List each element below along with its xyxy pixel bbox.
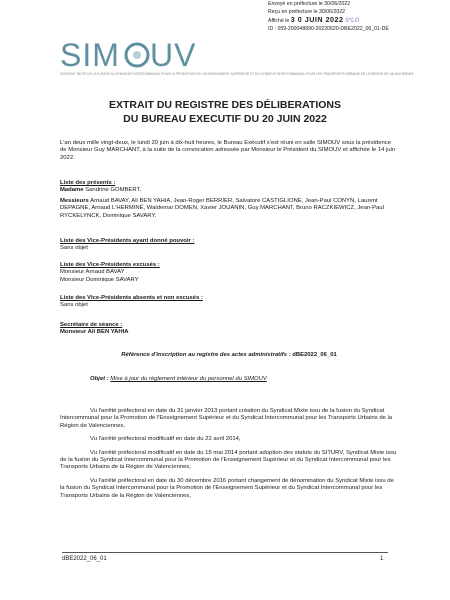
vu-paragraph: Vu l'arrêté préfectoral modificatif en date du 22 avril 2014, [90, 436, 241, 443]
presents-heading: Liste des présents : [60, 180, 116, 186]
excuses-section [60, 262, 398, 284]
vu-paragraph: Vu l'arrêté préfectoral modificatif en date du 15 mai 2014 portant adoption des statuts du SITURV, Syndicat Mixte issu de la fusion du Syndicat Intercommunal pour la Promotion de l'Enseignement Supérieur et du Syndicat Intercommunal pour les Transports Urbains de la Région de Valenciennes, [60, 449, 397, 471]
vu-paragraph: Vu l'arrêté préfectoral en date du 31 janvier 2013 portant création du Syndicat Mixte issu de la fusion du Syndicat Intercommunal pour la Promotion de l'Enseignement Supérieur et du Syndicat Intercommunal pour les Transports Urbains de la Région de Valenciennes, [60, 408, 393, 429]
excuses-item: Monsieur Arnaud BAVAY [60, 269, 125, 276]
secretaire-value: Monsieur Ali BEN YAHIA [60, 329, 129, 336]
objet-value: Mise à jour du règlement intérieur du personnel du SIMOUV [110, 376, 267, 382]
secretaire-heading: Secrétaire de séance : [60, 322, 123, 328]
reference-label: Référence d'inscription au registre des actes administratifs : [121, 352, 291, 358]
document-title [60, 98, 390, 126]
madame-names: Sandrine GOMBERT. [85, 187, 142, 194]
absents-value: Sans objet [60, 302, 88, 309]
vu-paragraph: Vu l'arrêté préfectoral en date du 30 décembre 2016 portant changement de dénomination du Syndicat Mixte issu de la fusion du Syndicat Intercommunal pour la Promotion de l'Enseignement Supérieur et du Syndicat Intercommunal pour les Transports Urbains de la Région de Valenciennes, [60, 477, 394, 499]
intro-paragraph [60, 140, 398, 162]
stamp-slo-mark: S²LO [345, 18, 360, 24]
svg-text:UV: UV [150, 37, 197, 73]
logo-subtitle: SYNDICAT MIXTE DE LA FUSION DU SYNDICAT INTERCOMMUNAL POUR LA PROMOTION DE L'ENSEIGNEMENT SUPÉRIEUR ET DU SYNDICAT INTERCOMMUNAL POUR LES TRANSPORTS URBAINS DE LA RÉGION DE VALENCIENNES [60, 72, 414, 76]
reference-value: dBE2022_06_01 [292, 352, 337, 358]
presents-messieurs [60, 198, 398, 220]
objet-label: Objet : [90, 376, 109, 382]
presents-madame [60, 187, 398, 194]
messieurs-label: Messieurs [60, 197, 89, 204]
stamp-posted-prefix: Affiché le [268, 18, 290, 24]
reference-line [60, 352, 398, 359]
transmission-stamp [268, 0, 438, 34]
excuses-heading: Liste des Vice-Présidents excusés : [60, 262, 160, 268]
excuses-item: Monsieur Dominique SAVARY [60, 276, 139, 283]
objet-line [60, 376, 398, 383]
absents-section [60, 295, 398, 310]
stamp-received-line: Reçu en préfecture le 30/06/2022 [268, 9, 346, 15]
pouvoir-value: Sans objet [60, 245, 88, 252]
secretaire-section [60, 322, 398, 337]
title-line-1: EXTRAIT DU REGISTRE DES DÉLIBERATIONS [109, 99, 341, 111]
title-line-2: DU BUREAU EXECUTIF DU 20 JUIN 2022 [123, 113, 327, 125]
intro-text: L'an deux mille vingt-deux, le lundi 20 juin à dix-huit heures, le Bureau Exécutif s'est réuni en salle SIMOUV sous la présidence de Monsieur Guy MARCHANT, à la suite de la convocation adressée par Monsieur le Président du SIMOUV et affichée le 14 juin 2022. [60, 140, 396, 161]
madame-label: Madame [60, 187, 84, 194]
stamp-sent-line: Envoyé en préfecture le 30/06/2022 [268, 1, 351, 7]
page-number: 1 [380, 556, 384, 562]
presents-section [60, 180, 398, 220]
footer-divider [62, 552, 388, 553]
pouvoir-section [60, 238, 398, 253]
stamp-posted-date: 3 0 JUIN 2022 [290, 15, 344, 24]
absents-heading: Liste des Vice-Présidents absents et non excusés : [60, 295, 203, 301]
stamp-id-line: ID : 059-200048890-20220620-DBE2022_06_01-DE [268, 26, 389, 32]
stamp-posted-line [268, 16, 438, 25]
svg-text:SIM: SIM [60, 37, 120, 73]
pouvoir-heading: Liste des Vice-Présidents ayant donné pouvoir : [60, 238, 195, 244]
messieurs-names: Arnaud BAVAY, Ali BEN YAHIA, Jean-Roger BERRIER, Salvatore CASTIGLIONE, Jean-Paul CONYN, Laurent DEPAGNE, Arnaud L'HERMINÉ, Waldemar DOMEN, Xavier JOUANIN, Guy MARCHANT, Bruno RACZKIEWICZ, Jean-Paul RYCKELYNCK, Dominique SAVARY. [60, 197, 384, 219]
footer-reference: dBE2022_06_01 [62, 556, 107, 562]
vu-section [60, 408, 398, 500]
